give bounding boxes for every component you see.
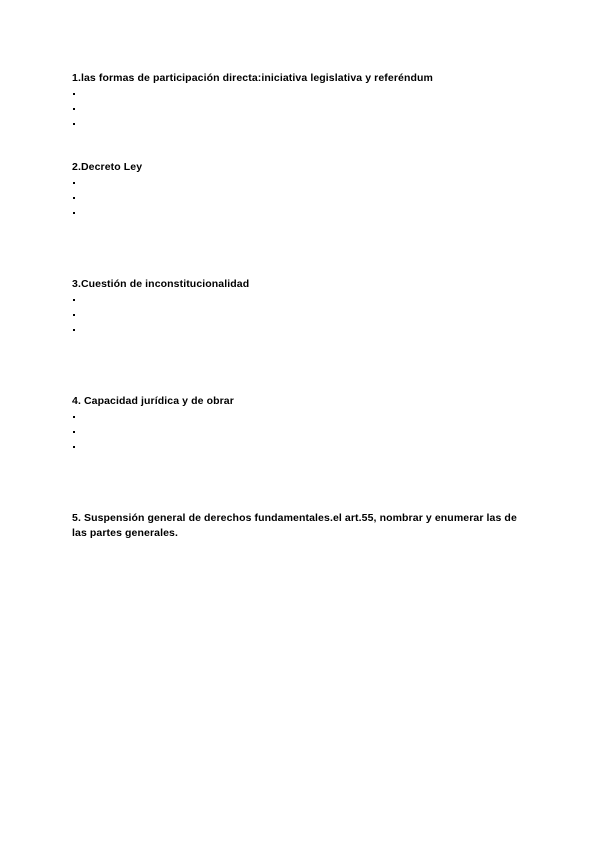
- bullet-item: [72, 190, 532, 205]
- bullet-list: [72, 175, 532, 220]
- bullet-dot: [73, 197, 75, 199]
- bullet-dot: [73, 329, 75, 331]
- bullet-item: [72, 424, 532, 439]
- bullet-dot: [73, 182, 75, 184]
- bullet-dot: [73, 212, 75, 214]
- bullet-item: [72, 439, 532, 454]
- bullet-dot: [73, 314, 75, 316]
- bullet-item: [72, 116, 532, 131]
- bullet-list: [72, 86, 532, 131]
- question-title: 3.Cuestión de inconstitucionalidad: [72, 278, 250, 290]
- bullet-dot: [73, 446, 75, 448]
- bullet-dot: [73, 93, 75, 95]
- bullet-list: [72, 292, 532, 337]
- bullet-dot: [73, 431, 75, 433]
- bullet-list: [72, 409, 532, 454]
- question-3: [72, 277, 532, 337]
- question-4: [72, 394, 532, 454]
- bullet-item: [72, 409, 532, 424]
- bullet-item: [72, 175, 532, 190]
- question-title: 2.Decreto Ley: [72, 161, 143, 173]
- bullet-item: [72, 307, 532, 322]
- question-2: [72, 160, 532, 220]
- bullet-dot: [73, 299, 75, 301]
- bullet-dot: [73, 123, 75, 125]
- bullet-dot: [73, 108, 75, 110]
- bullet-item: [72, 322, 532, 337]
- question-1: [72, 71, 532, 131]
- bullet-dot: [73, 416, 75, 418]
- question-title: 4. Capacidad jurídica y de obrar: [72, 395, 234, 407]
- question-title: 1.las formas de participación directa:iniciativa legislativa y referéndum: [72, 72, 433, 84]
- bullet-item: [72, 101, 532, 116]
- bullet-item: [72, 292, 532, 307]
- bullet-item: [72, 86, 532, 101]
- question-title: 5. Suspensión general de derechos fundamentales.el art.55, nombrar y enumerar las de las partes generales.: [72, 512, 517, 539]
- bullet-item: [72, 205, 532, 220]
- question-5: [72, 511, 532, 541]
